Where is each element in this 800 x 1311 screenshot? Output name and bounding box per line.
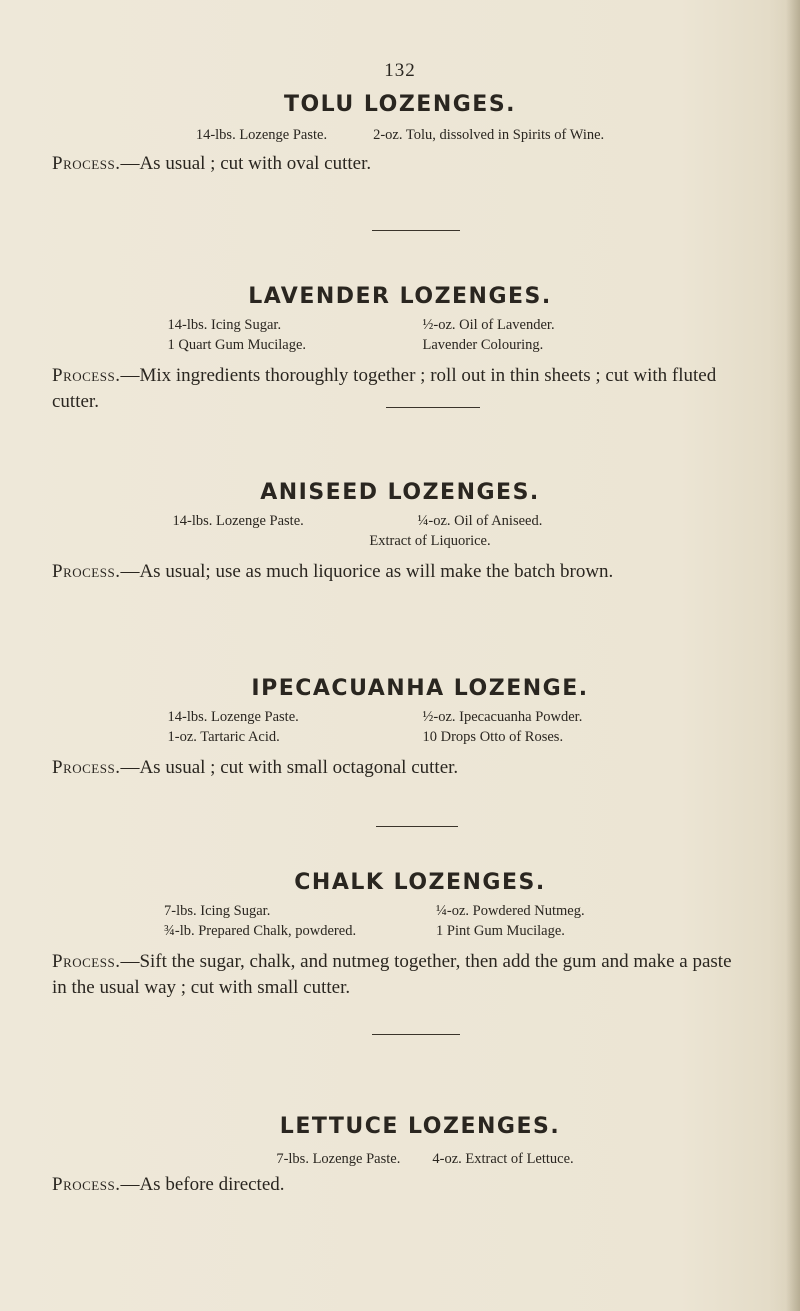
recipe-title: TOLU LOZENGES. [283,92,517,117]
ingredient: 7-lbs. Icing Sugar. [164,903,271,919]
ingredient: 4-oz. Extract of Lettuce. [432,1151,574,1167]
recipe-title: LETTUCE LOZENGES. [279,1114,561,1139]
recipe-title: ANISEED LOZENGES. [260,480,540,505]
ingredients [0,127,800,144]
recipe-ipecacuanha [0,676,800,781]
ingredient: 14-lbs. Lozenge Paste. [172,513,304,529]
divider-rule [376,826,458,827]
ingredient: 7-lbs. Lozenge Paste. [276,1151,401,1167]
ingredient: ¾-lb. Prepared Chalk, powdered. [164,923,357,939]
process-text: —As usual ; cut with oval cutter. [120,153,372,174]
recipe-title: CHALK LOZENGES. [294,870,546,895]
process-text: —As usual ; cut with small octagonal cutter. [120,757,459,778]
ingredient: 1-oz. Tartaric Acid. [167,729,280,745]
process-paragraph [0,755,800,781]
process-label: Process. [52,951,121,972]
ingredient: ½-oz. Ipecacuanha Powder. [422,709,583,725]
process-paragraph [0,151,800,177]
ingredient: 14-lbs. Icing Sugar. [167,317,282,333]
process-text: —Sift the sugar, chalk, and nutmeg together, then add the gum and make a paste in the usual way ; cut with small cutter. [52,951,732,998]
process-text: —As usual; use as much liquorice as will make the batch brown. [120,561,614,582]
ingredient: 14-lbs. Lozenge Paste. [195,127,328,143]
ingredient: 10 Drops Otto of Roses. [422,729,564,745]
process-text: —As before directed. [120,1174,285,1195]
recipe-title: LAVENDER LOZENGES. [248,284,552,309]
recipe-lavender [0,284,800,415]
recipe-tolu [0,92,800,177]
page-number: 132 [384,60,416,81]
ingredient: ¼-oz. Powdered Nutmeg. [436,903,585,919]
recipe-lettuce [0,1114,800,1198]
process-label: Process. [52,153,121,174]
process-text: —Mix ingredients thoroughly together ; roll out in thin sheets ; cut with fluted cutter. [52,365,717,412]
divider-rule [386,407,480,408]
process-label: Process. [52,561,121,582]
process-paragraph [0,1172,800,1198]
ingredient: 14-lbs. Lozenge Paste. [167,709,299,725]
ingredients [0,901,800,941]
ingredients [0,707,800,747]
process-label: Process. [52,1174,121,1195]
ingredient: Extract of Liquorice. [369,533,491,549]
process-paragraph [0,949,800,1001]
ingredient: ½-oz. Oil of Lavender. [422,317,555,333]
ingredient: ¼-oz. Oil of Aniseed. [417,513,543,529]
ingredient: 1 Pint Gum Mucilage. [436,923,565,939]
recipe-aniseed [0,480,800,585]
process-label: Process. [52,365,121,386]
divider-rule [372,1034,460,1035]
recipe-chalk [0,870,800,1001]
ingredients [0,511,800,531]
ingredient: 2-oz. Tolu, dissolved in Spirits of Wine. [373,127,605,143]
ingredients [0,1151,800,1168]
process-paragraph [0,559,800,585]
ingredient: Lavender Colouring. [422,337,544,353]
process-label: Process. [52,757,121,778]
ingredients [0,315,800,355]
ingredient: 1 Quart Gum Mucilage. [167,337,307,353]
divider-rule [372,230,460,231]
recipe-title: IPECACUANHA LOZENGE. [251,676,589,701]
